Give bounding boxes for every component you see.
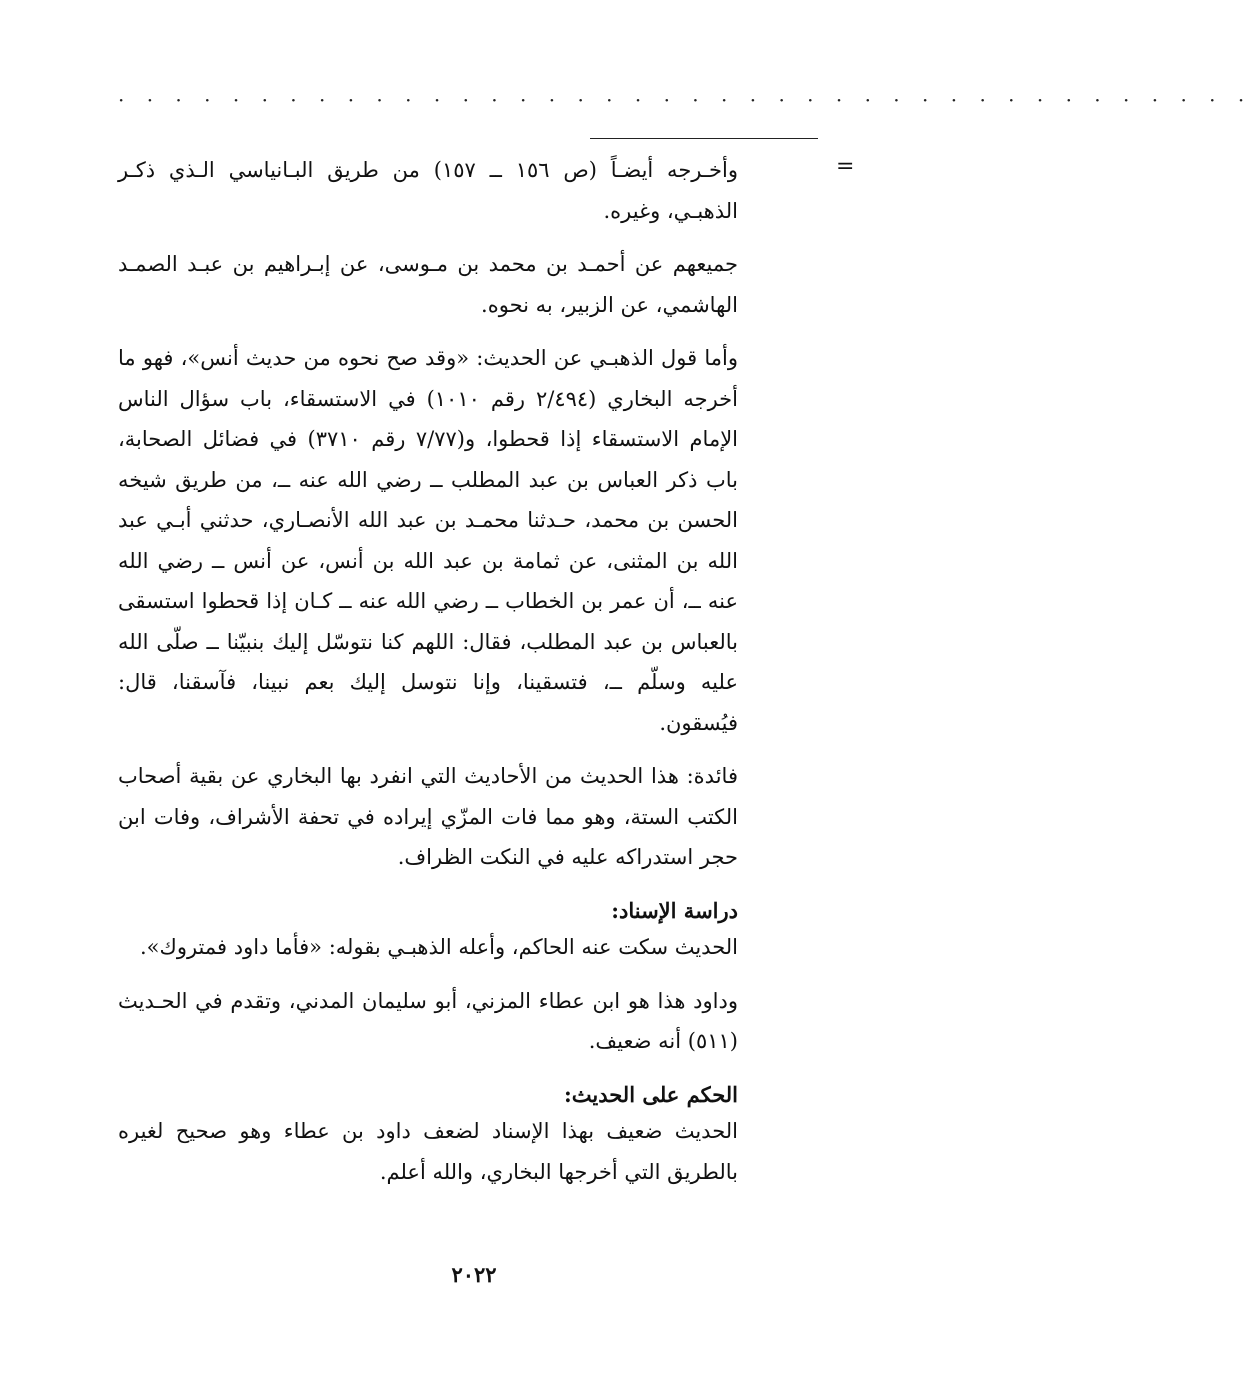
- dotted-separator: · · · · · · · · · · · · · · · · · · · · · · · · · · · · · · · · · · · · · · · ·: [118, 88, 1252, 112]
- paragraph-isnad-2: وداود هذا هو ابن عطاء المزني، أبو سليمان المدني، وتقدم في الحـديث (٥١١) أنه ضعيف.: [118, 988, 738, 1053]
- footnote-rule: [590, 138, 818, 139]
- continuation-mark: =: [836, 154, 855, 179]
- paragraph-all-from-ahmad: جميعهم عن أحمـد بن محمد بن مـوسى، عن إبـراهيم بن عبـد الصمـد الهاشمي، عن الزبير، به نحوه.: [118, 252, 738, 317]
- paragraph-dhahabi-statement: وأما قول الذهبـي عن الحديث: «وقد صح نحوه من حديث أنس»، فهو ما أخرجه البخاري (٢/٤٩٤ رقم ١٠١٠) في الاستسقاء، باب سؤال الناس الإمام الاستسقاء إذا قحطوا، و(٧/٧٧ رقم ٣٧١٠) في فضائل الصحابة، باب ذكر العباس بن عبد المطلب ــ رضي الله عنه ــ، من طريق شيخه الحسن بن محمد، حـدثنا محمـد بن عبد الله الأنصـاري، حدثني أبـي عبد الله بن المثنى، عن ثمامة بن عبد الله بن أنس، عن أنس ــ رضي الله عنه ــ، أن عمر بن الخطاب ــ رضي الله عنه ــ كـان إذا قحطوا استسقى بالعباس بن عبد المطلب، فقال: اللهم كنا نتوسّل إليك بنبيّنا ــ صلّى الله عليه وسلّم ــ، فتسقينا، وإنا نتوسل إليك بعم نبينا، فآسقنا، قال: فيُسقون.: [118, 346, 739, 735]
- paragraph-ruling: الحديث ضعيف بهذا الإسناد لضعف داود بن عطاء وهو صحيح لغيره بالطريق التي أخرجها البخاري، والله أعلم.: [118, 1119, 738, 1184]
- page-number: ٢٠٢٢: [451, 1262, 497, 1287]
- paragraph-also-extracted: وأخـرجه أيضـاً (ص ١٥٦ ــ ١٥٧) من طريق البـانياسي الـذي ذكـر الذهبـي، وغيره.: [118, 158, 738, 223]
- paragraph-benefit: فائدة: هذا الحديث من الأحاديث التي انفرد بها البخاري عن بقية أصحاب الكتب الستة، وهو مما فات المزّي إيراده في تحفة الأشراف، وفات ابن حجر استدراكه عليه في النكت الظراف.: [118, 764, 738, 869]
- paragraph-isnad-1: الحديث سكت عنه الحاكم، وأعله الذهبـي بقوله: «فأما داود فمتروك».: [139, 935, 738, 959]
- heading-hadith-ruling: الحكم على الحديث:: [564, 1081, 738, 1107]
- heading-isnad-study: دراسة الإسناد:: [611, 897, 738, 923]
- footnote-body: [118, 150, 738, 1205]
